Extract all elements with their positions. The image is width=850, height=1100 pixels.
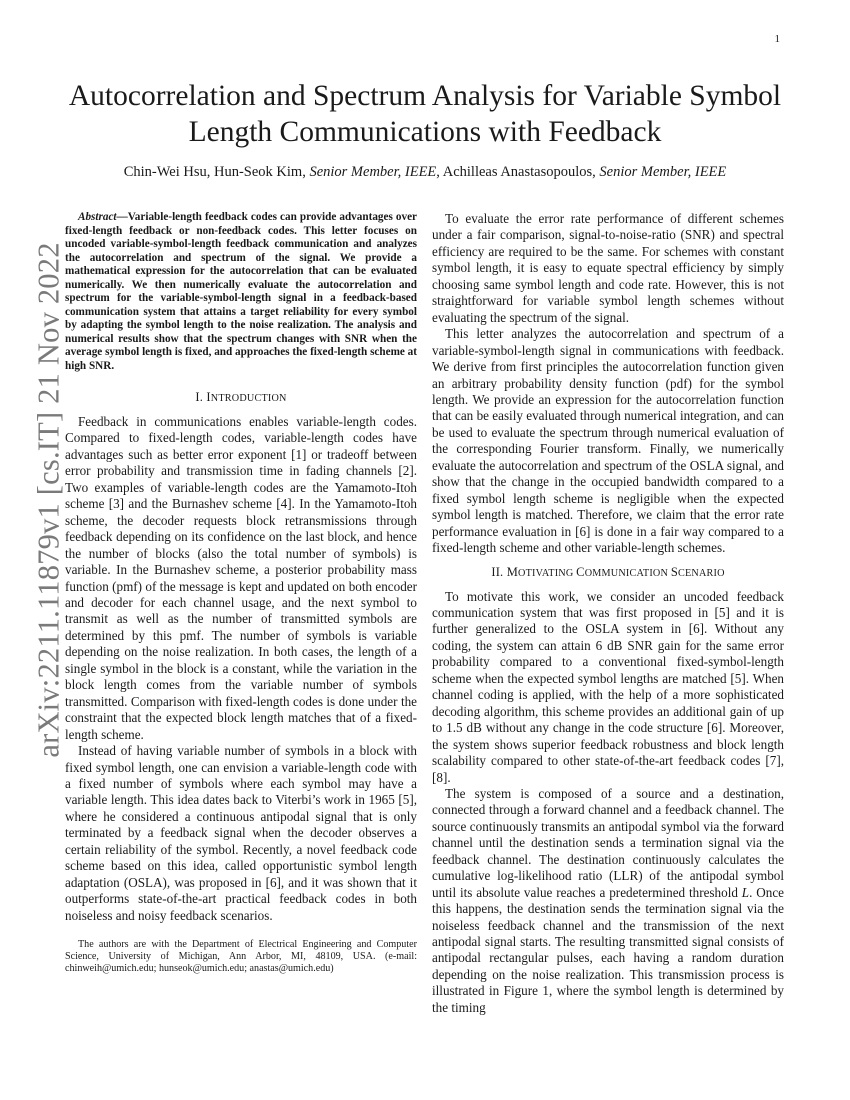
section-number: I. [195,390,207,404]
body-paragraph-3: To motivate this work, we consider an uncoded feedback communication system that was first proposed in [5] and it is further generalized to the OSLA system in [6]. Without any coding, the system can attain 6 dB SNR gain for the same error probability compared to a conventional fixed-symbol-length scheme when the expected symbol lengths are matched [5]. When channel coding is applied, with the help of a more sophisticated decoding algorithm, this scheme provides an additional gain of up to 1.5 dB without any change in the code structure [6]. Moreover, the system shows superior feedback robustness and block length scalability compared to other state-of-the-art feedback codes [7], [8]. [432,588,784,785]
section-heading-introduction [65,389,417,407]
author-list [60,163,790,181]
paper-title: Autocorrelation and Spectrum Analysis for Variable Symbol Length Communications with Feedback [68,80,782,148]
threshold-variable: L [741,884,750,900]
section-initial-m: M [506,564,519,579]
section-initial-c: C [576,564,585,579]
section-initial-s: S [670,564,678,579]
section-rest-c: OMMUNICATION [584,567,671,579]
section-heading-motivating-scenario [432,564,784,582]
arxiv-identifier-stamp[interactable]: arXiv:2211.11879v1 [cs.IT] 21 Nov 2022 [31,242,66,758]
body-paragraph-4 [432,786,784,1016]
author-names-2: , Achilleas Anastasopoulos, [436,164,600,180]
author-affiliation-footnote: The authors are with the Department of Electrical Engineering and Computer Science, University of Michigan, Ann Arbor, MI, 48109, USA. (e-mail: chinweih@umich.edu; hunseok@umich.edu; anastas@umich.edu) [65,939,417,975]
right-column [432,211,784,1016]
abstract [65,211,417,373]
section-initial: I [206,390,211,404]
body-paragraph-1: To evaluate the error rate performance of different schemes under a fair comparison, signal-to-noise-ratio (SNR) and spectral efficiency are required to be the same. For schemes with constant symbol length, it is easy to equate spectral efficiency by simply choosing same symbol length and code rate. However, this is not straightforward for variable symbol length schemes without evaluating the spectrum of the signal. [432,211,784,325]
section-rest-m: OTIVATING [518,567,577,579]
section-title-rest: NTRODUCTION [210,393,287,404]
section-rest-s: CENARIO [677,567,725,579]
author-names-1: Chin-Wei Hsu, Hun-Seok Kim, [123,164,310,180]
paragraph-4-text-b: . Once this happens, the destination sends the termination signal via the noiseless feedback channel and the transmission of the next antipodal signal starts. The resulting transmitted signal consists of antipodal rectangular pulses, each having a random duration depending on the noise realization. This transmission process is illustrated in Figure 1, where the symbol length is determined by the timing [432,884,784,1015]
intro-paragraph-1: Feedback in communications enables variable-length codes. Compared to fixed-length codes, variable-length codes have advantages such as better error exponent [1] or tradeoff between error probability and transmission time in fading channels [2]. Two examples of variable-length codes are the Yamamoto-Itoh scheme [3] and the Burnashev scheme [4]. In the Yamamoto-Itoh scheme, the decoder requests block retransmissions through feedback depending on its confidence on the last block, and hence the number of blocks (also the total number of symbols) is variable. In the Burnashev scheme, a posterior probability mass function (pmf) of the message is kept and updated on both encoder and decoder for each channel usage, and the next symbol to transmit as well as the number of transmitted symbols are determined by this pmf. The number of symbols is variable depending on the noise realization. In both cases, the length of a single symbol in the block is a constant, while the variation in the block length comes from the variable number of symbols transmitted. Comparison with fixed-length codes is done under the constraint that the expected block length matches that of a fixed-length scheme. [65,414,417,742]
intro-paragraph-2: Instead of having variable number of symbols in a block with fixed symbol length, one can envision a variable-length code with a fixed number of symbols where each symbol may have a variable length. This idea dates back to Viterbi’s work in 1965 [5], where he considered a continuous antipodal signal that is only terminated by a feedback signal when the decoder observes a certain reliability of the symbol. Recently, a novel feedback code scheme based on this idea, called opportunistic symbol length adaptation (OSLA), was proposed in [6], and it was shown that it outperforms state-of-the-art practical feedback codes in both noiseless and noisy feedback scenarios. [65,743,417,923]
abstract-text: —Variable-length feedback codes can provide advantages over fixed-length feedback or non-feedback codes. This letter focuses on uncoded variable-symbol-length feedback communication and analyzes the autocorrelation and spectrum of the signal. We provide a mathematical expression for the autocorrelation that can be evaluated numerically. We then numerically evaluate the autocorrelation and spectrum for the variable-symbol-length signal in a feedback-based communication system that attains a target reliability for every symbol by adapting the symbol length to the noise realization. The analysis and numerical results show that the spectrum changes with SNR when the average symbol length is fixed, and approaches the fixed-length scheme at high SNR. [65,211,417,372]
page-number: 1 [774,33,780,45]
author-role-2: Senior Member, IEEE [599,164,727,180]
abstract-label: Abstract [78,211,117,223]
author-role-1: Senior Member, IEEE [309,164,437,180]
paragraph-4-text-a: The system is composed of a source and a destination, connected through a forward channel and a feedback channel. The source continuously transmits an antipodal symbol via the forward channel until the destination sends a termination signal via the feedback channel. The destination continuously calculates the cumulative log-likelihood ratio (LLR) of the antipodal symbol until its absolute value reaches a predetermined threshold [432,785,784,900]
left-column [65,211,417,976]
section-number: II. [491,564,507,579]
body-paragraph-2: This letter analyzes the autocorrelation and spectrum of a variable-symbol-length signal in communications with feedback. We derive from first principles the autocorrelation function given an arbitrary probability density function (pdf) for the symbol length. We provide an expression for the autocorrelation function that can be easily evaluated through numerical integration, and can be used to evaluate the spectrum through numerical evaluation of the corresponding Fourier transform. Finally, we numerically evaluate the autocorrelation and spectrum of the OSLA signal, and show that the change in the occupied bandwidth compared to a fixed symbol length scheme is negligible when the expected symbol length is matched. Therefore, we claim that the error rate performance evaluation in [6] is done in a fair way compared to a fixed-length scheme and other variable-length schemes. [432,326,784,556]
